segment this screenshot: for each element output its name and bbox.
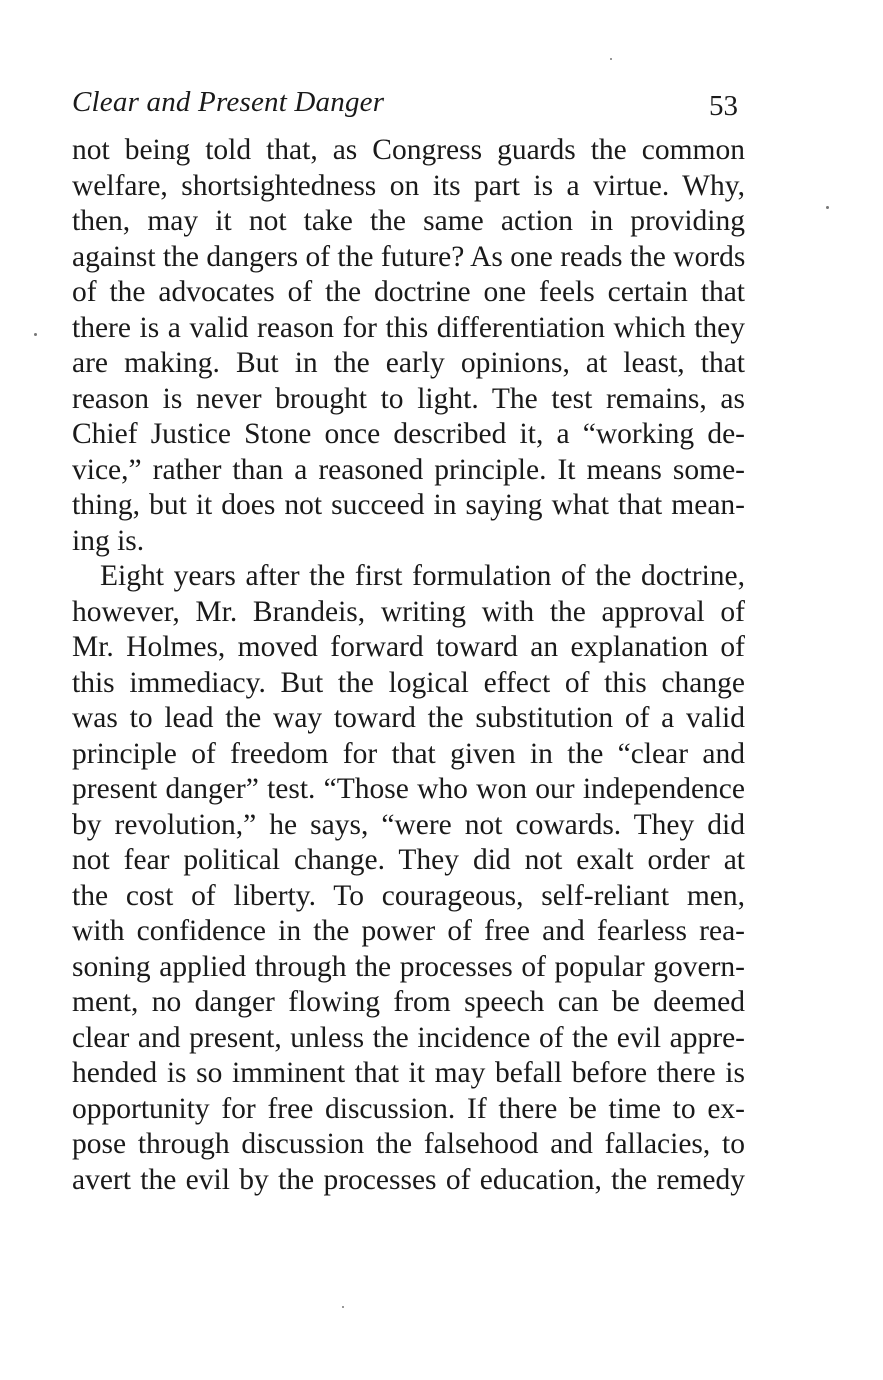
text-line: principle of freedom for that given in the “clear and — [72, 737, 745, 770]
text-line: ment, no danger flowing from speech can be deemed — [72, 986, 745, 1018]
text-line: vice,” rather than a reasoned principle. It means some- — [72, 453, 745, 486]
text-line: by revolution,” he says, “were not cowards. They did — [72, 808, 745, 841]
text-line: with confidence in the power of free and fearless rea- — [72, 915, 745, 947]
text-line: welfare, shortsightedness on its part is a virtue. Why, — [72, 169, 745, 202]
text-line: Mr. Holmes, moved forward toward an explanation of — [72, 631, 745, 663]
text-line: the cost of liberty. To courageous, self-reliant men, — [72, 879, 745, 912]
running-header — [72, 82, 744, 122]
text-line: not being told that, as Congress guards the common — [72, 134, 745, 166]
text-line: against the dangers of the future? As one reads the words — [72, 240, 746, 273]
text-line: ing is. — [72, 524, 145, 557]
running-title: Clear and Present Danger — [72, 86, 385, 118]
text-line: opportunity for free discussion. If there be time to ex- — [72, 1092, 745, 1125]
text-line: soning applied through the processes of popular govern- — [72, 950, 745, 983]
text-line: however, Mr. Brandeis, writing with the approval of — [72, 595, 745, 628]
text-line: then, may it not take the same action in providing — [72, 205, 745, 237]
paper-speck — [34, 333, 37, 336]
paper-speck — [342, 1306, 344, 1308]
text-line: are making. But in the early opinions, at least, that — [72, 347, 745, 379]
text-line: Chief Justice Stone once described it, a “working de- — [72, 418, 745, 450]
text-line: thing, but it does not succeed in saying what that mean- — [72, 489, 745, 521]
text-line: hended is so imminent that it may befall before there is — [72, 1057, 745, 1089]
text-line: was to lead the way toward the substitution of a valid — [72, 702, 745, 734]
text-line: pose through discussion the falsehood and fallacies, to — [72, 1128, 745, 1160]
text-line: not fear political change. They did not exalt order at — [72, 844, 745, 876]
text-line: of the advocates of the doctrine one feels certain that — [72, 276, 745, 308]
text-line: present danger” test. “Those who won our independence — [72, 773, 745, 805]
paragraph-2 — [72, 559, 745, 1198]
text-line: clear and present, unless the incidence of the evil appre- — [72, 1021, 745, 1054]
paper-speck — [826, 206, 829, 209]
body-text — [72, 133, 745, 1198]
paper-speck — [610, 58, 612, 60]
text-line: there is a valid reason for this differentiation which they — [72, 311, 745, 344]
paragraph-1 — [72, 133, 745, 559]
page-number: 53 — [709, 90, 738, 122]
text-line: this immediacy. But the logical effect of this change — [72, 666, 745, 699]
text-line: Eight years after the first formulation of the doctrine, — [100, 560, 745, 592]
text-line: avert the evil by the processes of education, the remedy — [72, 1163, 745, 1196]
text-line: reason is never brought to light. The test remains, as — [72, 382, 745, 415]
